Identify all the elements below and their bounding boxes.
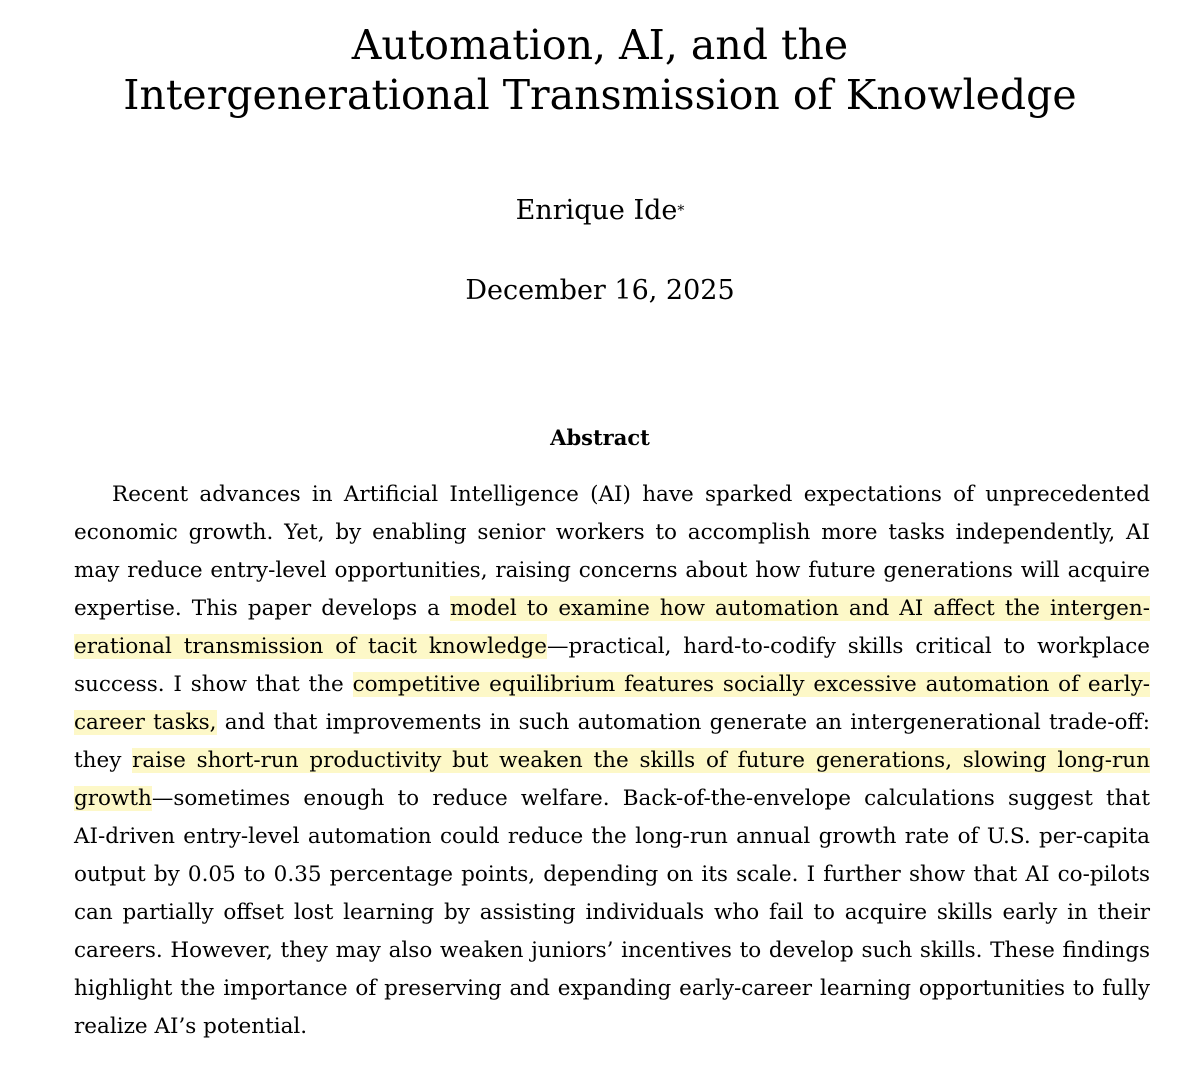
paper-title-line-2: Intergenerational Transmission of Knowledge <box>123 71 1077 119</box>
author <box>0 194 1200 228</box>
abstract-line <box>74 476 1150 514</box>
paper-title <box>0 20 1200 120</box>
abstract-line <box>74 590 1150 628</box>
author-footnote-mark[interactable]: * <box>677 203 685 219</box>
abstract-text: may reduce entry-level opportunities, raising concerns about how future generations will acquire <box>74 558 1150 583</box>
abstract-heading: Abstract <box>550 425 650 450</box>
abstract-line <box>74 932 1150 970</box>
highlighted-text: growth <box>74 786 152 811</box>
abstract-text: output by 0.05 to 0.35 percentage points, depending on its scale. I further show that AI co-pilots <box>74 862 1150 887</box>
highlighted-text: raise short-run productivity but weaken the skills of future generations, slowing long-run <box>132 748 1150 773</box>
abstract-line <box>74 704 1150 742</box>
abstract-text: AI-driven entry-level automation could reduce the long-run annual growth rate of U.S. per-capita <box>74 824 1150 849</box>
abstract-text: can partially offset lost learning by assisting individuals who fail to acquire skills early in their <box>74 900 1150 925</box>
paper-title-line-1: Automation, AI, and the <box>351 21 849 69</box>
abstract-text: they <box>74 748 133 773</box>
abstract-body <box>74 476 1150 1046</box>
abstract-text: economic growth. Yet, by enabling senior workers to accomplish more tasks independently, AI <box>74 520 1150 545</box>
abstract-line <box>74 666 1150 704</box>
abstract-text: and that improvements in such automation generate an intergenerational trade-off: <box>216 710 1150 735</box>
abstract-line <box>74 970 1150 1008</box>
abstract-text: realize AI’s potential. <box>74 1014 308 1039</box>
abstract-line <box>74 818 1150 856</box>
abstract-line <box>74 552 1150 590</box>
highlighted-text: career tasks, <box>74 710 217 735</box>
abstract-text: Recent advances in Artificial Intelligence (AI) have sparked expectations of unprecedented <box>112 482 1150 507</box>
abstract-text: highlight the importance of preserving and expanding early-career learning opportunities to fully <box>74 976 1150 1001</box>
abstract-line <box>74 856 1150 894</box>
abstract-line <box>74 1008 1150 1046</box>
abstract-text: success. I show that the <box>74 672 353 697</box>
abstract-line <box>74 742 1150 780</box>
abstract-line <box>74 514 1150 552</box>
abstract-text: expertise. This paper develops a <box>74 596 451 621</box>
abstract-text: —sometimes enough to reduce welfare. Back-of-the-envelope calculations suggest that <box>151 786 1150 811</box>
highlighted-text: model to examine how automation and AI affect the intergen- <box>450 596 1150 621</box>
abstract-text: —practical, hard-to-codify skills critical to workplace <box>546 634 1150 659</box>
abstract-line <box>74 780 1150 818</box>
publication-date: December 16, 2025 <box>465 275 735 306</box>
highlighted-text: erational transmission of tacit knowledge <box>74 634 547 659</box>
abstract-line <box>74 628 1150 666</box>
author-name: Enrique Ide <box>515 195 678 226</box>
highlighted-text: competitive equilibrium features socially excessive automation of early- <box>352 672 1150 697</box>
abstract-text: careers. However, they may also weaken juniors’ incentives to develop such skills. These findings <box>74 938 1150 963</box>
abstract-line <box>74 894 1150 932</box>
